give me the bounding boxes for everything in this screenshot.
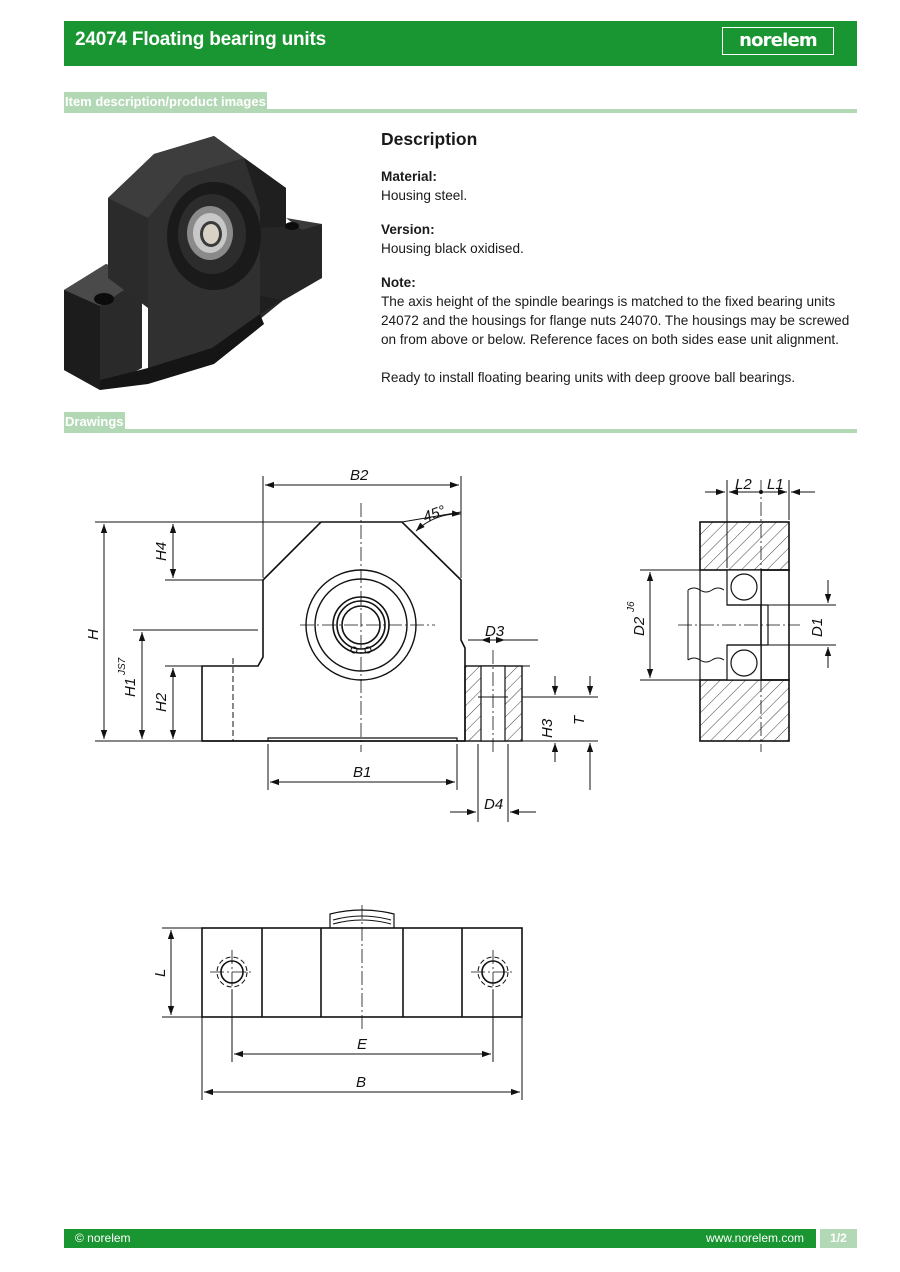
page-number: 1/2	[820, 1229, 857, 1248]
material-value: Housing steel.	[381, 188, 468, 203]
label-h1-tol: JS7	[117, 657, 128, 675]
label-t: T	[571, 715, 588, 725]
note-text: The axis height of the spindle bearings is matched to the fixed bearing units 24072 and the housings for flange nuts 24070. The housings may be screwed on from above or below. Reference faces on both sides ease unit alignment.	[381, 294, 850, 347]
note-text-2: Ready to install floating bearing units with deep groove ball bearings.	[381, 370, 796, 385]
label-h1: H1	[122, 677, 139, 697]
page-title: 24074 Floating bearing units	[75, 29, 326, 50]
label-e: E	[357, 1036, 368, 1053]
label-l2: L2	[735, 476, 752, 493]
label-b1: B1	[353, 764, 372, 781]
section-label-item-description: Item description/product images	[65, 94, 266, 109]
front-view	[202, 522, 522, 741]
section-label-drawings: Drawings	[65, 414, 124, 429]
description-heading: Description	[381, 129, 478, 149]
version-label: Version:	[381, 222, 435, 237]
label-b2: B2	[350, 467, 369, 484]
side-section-view	[688, 522, 789, 741]
label-h4: H4	[153, 541, 170, 561]
label-d2: D2	[631, 616, 648, 636]
note-label: Note:	[381, 275, 416, 290]
label-d4: D4	[484, 796, 504, 813]
label-d2-tol: J6	[626, 601, 637, 612]
footer-website-link[interactable]: www.norelem.com	[705, 1231, 804, 1245]
label-angle: 45°	[420, 502, 448, 527]
page-footer	[64, 1229, 816, 1248]
label-h3: H3	[539, 718, 556, 738]
label-l: L	[152, 968, 169, 977]
label-b: B	[356, 1074, 367, 1091]
label-d1: D1	[809, 617, 826, 637]
footer-copyright: © norelem	[75, 1231, 131, 1245]
material-label: Material:	[381, 169, 437, 184]
label-d3: D3	[485, 623, 505, 640]
label-h2: H2	[153, 692, 170, 712]
version-value: Housing black oxidised.	[381, 241, 524, 256]
label-h: H	[85, 629, 102, 640]
logo-text: norelem	[739, 30, 817, 51]
label-l1: L1	[767, 476, 784, 493]
